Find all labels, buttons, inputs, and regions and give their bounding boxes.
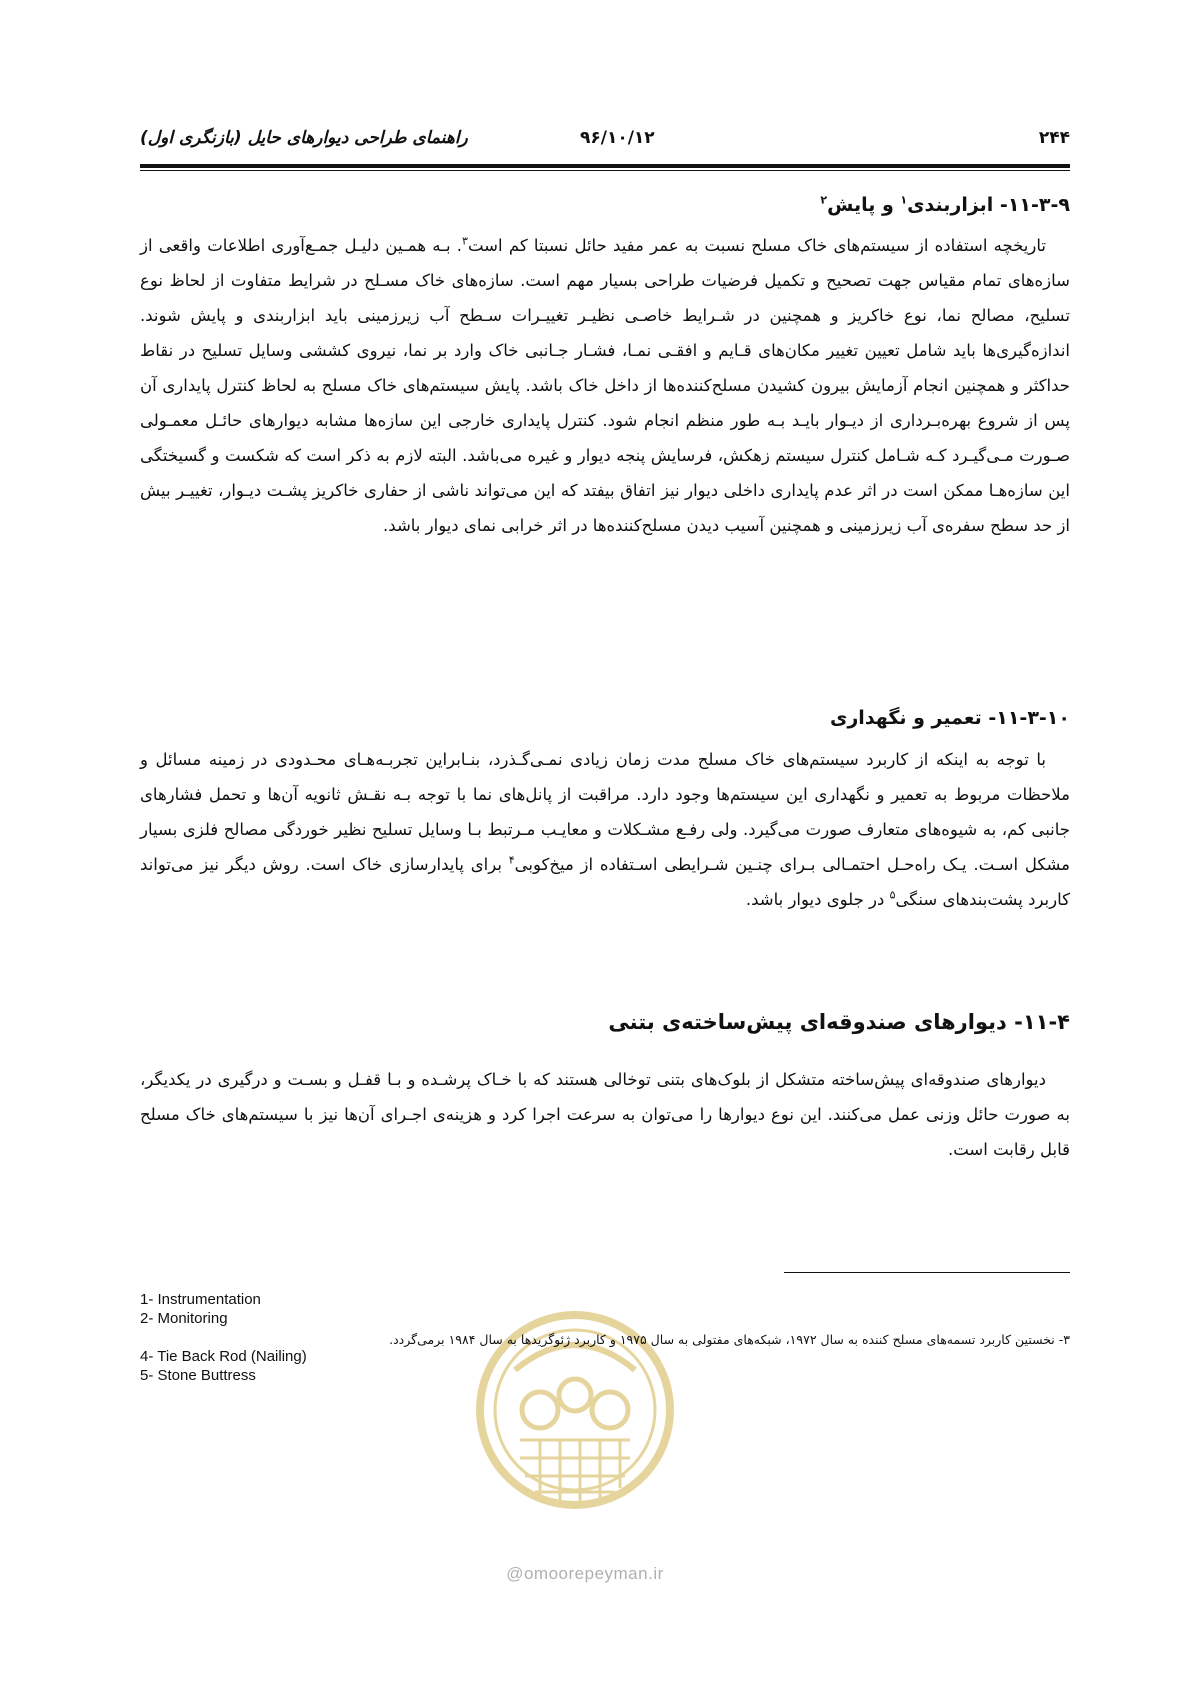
paragraph: دیوارهای صندوقه‌ای پیش‌ساخته متشکل از بلوک‌های بتنی توخالی هستند که با خـاک پرشـده و بـا قفـل و بسـت و درگیری در یکدیگر، به صورت حائل وزنی عمل می‌کنند. این نوع دیوارها را می‌توان به سرعت اجرا کرد و هزینه‌ی اجـرای آن‌ها نیز با سیستم‌های خاک مسلح قابل رقابت است.	[140, 1070, 1070, 1159]
section-heading: ۱۱-۳-۹- ابزاربندی$^۱$ و پایش$^۲$	[820, 193, 1070, 216]
watermark-text: @omoorepeyman.ir	[506, 1564, 664, 1583]
header-date: ۹۶/۱۰/۱۲	[580, 128, 655, 148]
section-heading: ۱۱-۴- دیوارهای صندوقه‌ای پیش‌ساخته‌ی بتنی	[608, 1010, 1070, 1034]
footnote-2: 2- Monitoring	[140, 1310, 228, 1327]
footnote-5: 5- Stone Buttress	[140, 1367, 256, 1384]
section-maintenance	[140, 707, 1070, 729]
footnote-rule	[784, 1272, 1070, 1273]
page-number: ۲۴۴	[1038, 128, 1070, 148]
section-crib-walls	[140, 1010, 1070, 1034]
header-title: راهنمای طراحی دیوارهای حایل (بازنگری اول)	[140, 128, 468, 148]
section-instrumentation-body	[140, 228, 1070, 543]
footnote-3: ۳- نخستین کاربرد تسمه‌های مسلح کننده به سال ۱۹۷۲، شبکه‌های مفتولی به سال ۱۹۷۵ و کاربرد ژئوگریدها به سال ۱۹۸۴ برمی‌گردد.	[389, 1332, 1070, 1347]
header-rule-thick	[140, 164, 1070, 168]
footnotes-latin	[140, 1290, 307, 1385]
section-crib-walls-body	[140, 1062, 1070, 1167]
section-maintenance-body	[140, 742, 1070, 917]
section-instrumentation	[140, 194, 1070, 216]
header-rule-thin	[140, 170, 1070, 171]
footnote-4: 4- Tie Back Rod (Nailing)	[140, 1348, 307, 1365]
section-heading: ۱۱-۳-۱۰- تعمیر و نگهداری	[829, 707, 1070, 729]
footnote-1: 1- Instrumentation	[140, 1291, 261, 1308]
paragraph: با توجه به اینکه از کاربرد سیستم‌های خاک مسلح مدت زمان زیادی نمـی‌گـذرد، بنـابراین تجربـه‌هـای محـدودی در زمینه مسائل و ملاحظات مربوط به تعمیر و نگهداری این سیستم‌ها وجود دارد. مراقبت از پانل‌های نما با توجه بـه نقـش ثانویه آن‌ها و تحمل فشارهای جانبی کم، به شیوه‌های متعارف صورت می‌گیرد. ولی رفـع مشـکلات و معایـب مـرتبط بـا وسایل تسلیح نظیر خوردگی مصالح فلزی بسیار مشکل اسـت. یـک راه‌حـل احتمـالی بـرای چنـین شـرایطی اسـتفاده از میخ‌کوبی$^۴$ برای پایدارسازی خاک است. روش دیگر نیز می‌تواند کاربرد پشت‌بندهای سنگی$^۵$ در جلوی دیوار باشد.	[140, 750, 1070, 909]
page-header	[140, 128, 1070, 160]
paragraph: تاریخچه استفاده از سیستم‌های خاک مسلح نسبت به عمر مفید حائل نسبتا کم است$^۳$. بـه همـین دلیـل جمـع‌آوری اطلاعات واقعی از سازه‌های تمام مقیاس جهت تصحیح و تکمیل فرضیات طراحی بسیار مهم است. سازه‌های خاک مسـلح در شرایط متفاوت از لحاظ نوع تسلیح، مصالح نما، نوع خاکریز و همچنین در شـرایط خاصـی نظیـر تغییـرات سـطح آب زیرزمینی باید ابزاربندی و پایش شوند. اندازه‌گیری‌ها باید شامل تعیین تغییر مکان‌های قـایم و افقـی نمـا، فشـار جـانبی خاک وارد بر نما، نیروی کششی وسایل تسلیح در نقاط حداکثر و همچنین انجام آزمایش بیرون کشیدن مسلح‌کننده‌ها از داخل خاک باشد. پایش سیستم‌های خاک مسلح به لحاظ کنترل پایداری آن پس از شروع بهره‌بـرداری از دیـوار بایـد بـه طور منظم انجام شود. کنترل پایداری خارجی این سازه‌ها مشابه دیوارهای حائـل معمـولی صـورت مـی‌گیـرد کـه شـامل کنترل سیستم زهکش، فرسایش پنجه دیوار و غیره می‌باشد. البته لازم به ذکر است که شکست و گسیختگی این سازه‌هـا ممکن است در اثر عدم پایداری داخلی دیوار نیز اتفاق بیفتد که این می‌تواند ناشی از حفاری خاکریز پشـت دیـوار، تغییـر بیش از حد سطح سفره‌ی آب زیرزمینی و همچنین آسیب دیدن مسلح‌کننده‌ها در اثر خرابی نمای دیوار باشد.	[140, 234, 1070, 535]
